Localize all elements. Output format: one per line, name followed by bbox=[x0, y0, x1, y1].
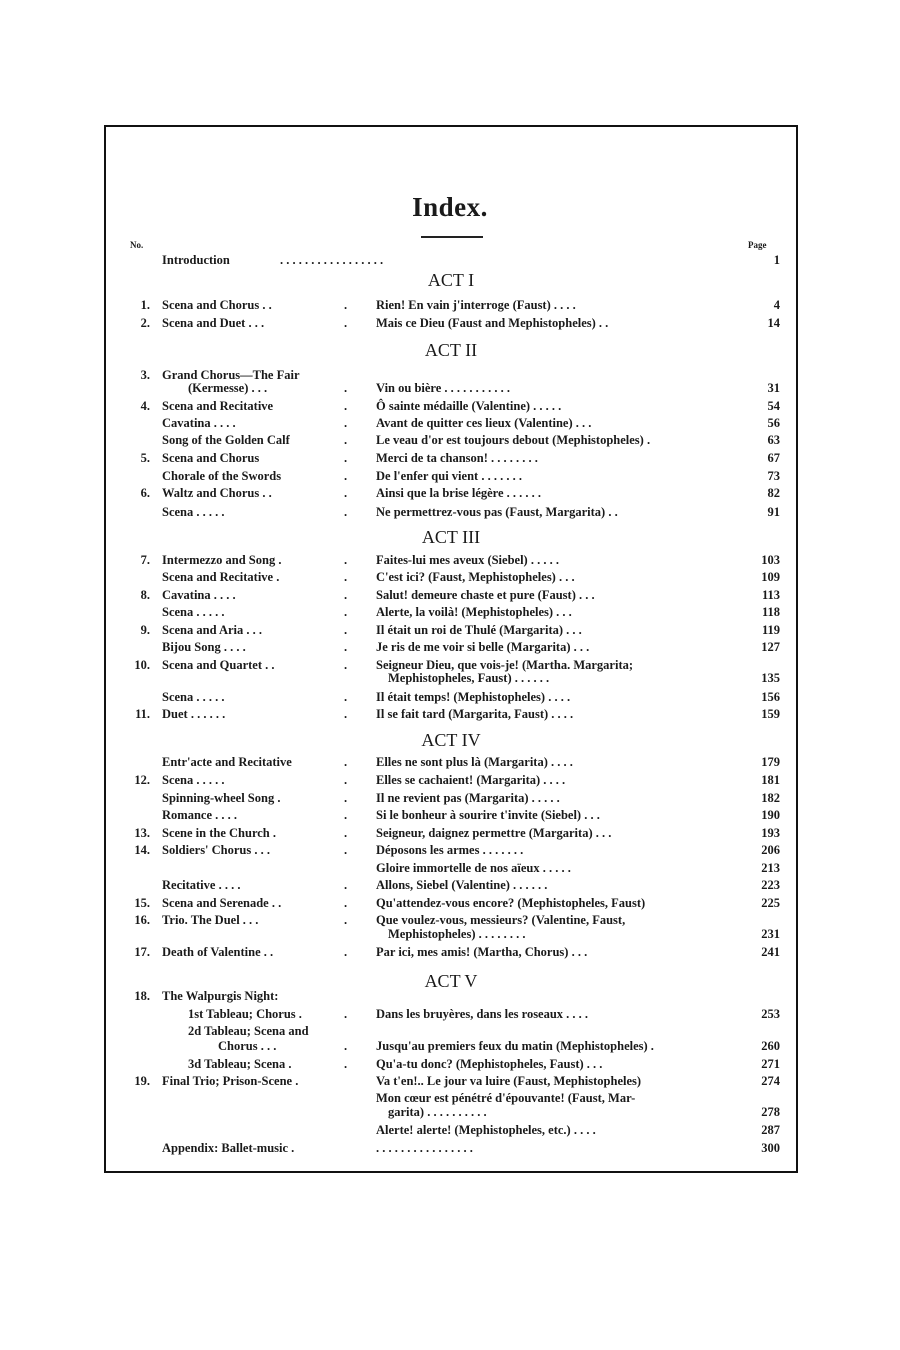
page-number: 274 bbox=[761, 1074, 780, 1088]
work-title: C'est ici? (Faust, Mephistopheles) . . . bbox=[376, 570, 575, 584]
page-number: 253 bbox=[761, 1007, 780, 1021]
scene-title: Grand Chorus—The Fair bbox=[162, 368, 300, 382]
act-heading: ACT III bbox=[421, 527, 481, 547]
work-title: Gloire immortelle de nos aïeux . . . . . bbox=[376, 861, 571, 875]
page-number: 225 bbox=[761, 896, 780, 910]
page-number: 156 bbox=[761, 690, 780, 704]
separator-dot: . bbox=[344, 808, 348, 822]
separator-dot: . bbox=[344, 945, 348, 959]
scene-title: Duet . . . . . . bbox=[162, 707, 226, 721]
work-title: Mais ce Dieu (Faust and Mephistopheles) . . bbox=[376, 316, 609, 330]
scene-title: Soldiers' Chorus . . . bbox=[162, 843, 271, 857]
page-number: 231 bbox=[761, 927, 780, 941]
page-number: 182 bbox=[761, 791, 780, 805]
page-number: 4 bbox=[773, 298, 780, 312]
separator-dot: . bbox=[344, 623, 348, 637]
scene-title: Scena . . . . . bbox=[162, 690, 225, 704]
work-title: Par ici, mes amis! (Martha, Chorus) . . . bbox=[376, 945, 588, 959]
scene-title: Scena and Chorus bbox=[162, 451, 260, 465]
scene-title: Scena . . . . . bbox=[162, 605, 225, 619]
act-heading: ACT II bbox=[424, 340, 478, 360]
work-title: Qu'a-tu donc? (Mephistopheles, Faust) . . . bbox=[376, 1057, 603, 1071]
page-number: 82 bbox=[767, 486, 780, 500]
number: 17. bbox=[134, 945, 150, 959]
work-title: Ne permettrez-vous pas (Faust, Margarita) . . bbox=[376, 505, 618, 519]
scene-title: Romance . . . . bbox=[162, 808, 237, 822]
scene-title: Scena and Chorus . . bbox=[162, 298, 272, 312]
number: 16. bbox=[134, 913, 150, 927]
scene-title: 3d Tableau; Scena . bbox=[188, 1057, 292, 1071]
page-number: 63 bbox=[767, 433, 780, 447]
page-number: 56 bbox=[767, 416, 780, 430]
separator-dot: . bbox=[344, 486, 348, 500]
work-title: Il ne revient pas (Margarita) . . . . . bbox=[376, 791, 560, 805]
column-header-page: Page bbox=[748, 240, 767, 250]
work-title: Déposons les armes . . . . . . . bbox=[376, 843, 524, 857]
separator-dot: . bbox=[344, 416, 348, 430]
number: 19. bbox=[134, 1074, 150, 1088]
number: 6. bbox=[140, 486, 150, 500]
page-number: 54 bbox=[767, 399, 780, 413]
scene-title: Bijou Song . . . . bbox=[162, 640, 246, 654]
work-title: Que voulez-vous, messieurs? (Valentine, Faust, bbox=[376, 913, 626, 927]
scene-title: Appendix: Ballet-music . bbox=[162, 1141, 295, 1155]
scene-title: Cavatina . . . . bbox=[162, 588, 236, 602]
page-number: 287 bbox=[761, 1123, 780, 1137]
work-title: Il se fait tard (Margarita, Faust) . . . . bbox=[376, 707, 574, 721]
page-number: 103 bbox=[761, 553, 780, 567]
page-number: 31 bbox=[767, 381, 780, 395]
scene-title: Scena and Duet . . . bbox=[162, 316, 265, 330]
page-number: 118 bbox=[761, 605, 780, 619]
page-number: 206 bbox=[761, 843, 780, 857]
scene-title: (Kermesse) . . . bbox=[188, 381, 268, 395]
act-heading: ACT I bbox=[427, 270, 475, 290]
scene-title: Final Trio; Prison-Scene . bbox=[162, 1074, 299, 1088]
separator-dot: . bbox=[344, 1007, 348, 1021]
scene-title: Introduction bbox=[162, 253, 230, 267]
page-number: 91 bbox=[767, 505, 780, 519]
page-number: 135 bbox=[761, 671, 780, 685]
separator-dot: . bbox=[344, 433, 348, 447]
number: 3. bbox=[140, 368, 150, 382]
separator-dot: . bbox=[344, 451, 348, 465]
separator-dot: . bbox=[344, 605, 348, 619]
number: 2. bbox=[140, 316, 150, 330]
number: 12. bbox=[134, 773, 150, 787]
separator-dot: . bbox=[344, 878, 348, 892]
title-rule bbox=[421, 236, 483, 238]
page-title: Index. bbox=[412, 192, 488, 222]
page-number: 73 bbox=[767, 469, 780, 483]
number: 18. bbox=[134, 989, 150, 1003]
separator-dot: . bbox=[344, 658, 348, 672]
separator-dot: . bbox=[344, 298, 348, 312]
page-number: 181 bbox=[761, 773, 780, 787]
scene-title: Spinning-wheel Song . bbox=[162, 791, 281, 805]
page-number: 127 bbox=[761, 640, 780, 654]
work-title-continued: Mephistopheles, Faust) . . . . . . bbox=[388, 671, 550, 685]
number: 7. bbox=[140, 553, 150, 567]
number: 13. bbox=[134, 826, 150, 840]
act-heading: ACT V bbox=[424, 971, 478, 991]
separator-dot: . bbox=[344, 913, 348, 927]
scene-title: The Walpurgis Night: bbox=[162, 989, 279, 1003]
separator-dot: . bbox=[344, 505, 348, 519]
separator-dot: . bbox=[344, 588, 348, 602]
separator-dot: . bbox=[344, 690, 348, 704]
scene-title: Waltz and Chorus . . bbox=[162, 486, 272, 500]
number: 8. bbox=[140, 588, 150, 602]
separator-dot: . bbox=[344, 399, 348, 413]
work-title: Qu'attendez-vous encore? (Mephistopheles, Faust) bbox=[376, 896, 646, 910]
scene-title: Song of the Golden Calf bbox=[162, 433, 290, 447]
work-title-continued: Mephistopheles) . . . . . . . . bbox=[388, 927, 526, 941]
scene-title: Cavatina . . . . bbox=[162, 416, 236, 430]
page-number: 241 bbox=[761, 945, 780, 959]
work-title: Le veau d'or est toujours debout (Mephistopheles) . bbox=[376, 433, 651, 447]
number: 15. bbox=[134, 896, 150, 910]
page-number: 14 bbox=[767, 316, 780, 330]
work-title: Allons, Siebel (Valentine) . . . . . . bbox=[376, 878, 548, 892]
work-title: Vin ou bière . . . . . . . . . . . bbox=[376, 381, 511, 395]
separator-dot: . bbox=[344, 843, 348, 857]
separator-dot: . bbox=[344, 381, 348, 395]
number: 4. bbox=[140, 399, 150, 413]
work-title: Merci de ta chanson! . . . . . . . . bbox=[376, 451, 538, 465]
work-title: Seigneur, daignez permettre (Margarita) . . . bbox=[376, 826, 612, 840]
separator-dot: . bbox=[344, 469, 348, 483]
page-number: 119 bbox=[761, 623, 780, 637]
page-number: 260 bbox=[761, 1039, 780, 1053]
number: 10. bbox=[134, 658, 150, 672]
number: 9. bbox=[140, 623, 150, 637]
separator-dot: . bbox=[344, 773, 348, 787]
page-number: 179 bbox=[761, 755, 780, 769]
leader-dots: . . . . . . . . . . . . . . . . . bbox=[280, 253, 384, 267]
work-title-continued: garita) . . . . . . . . . . bbox=[388, 1105, 487, 1119]
page-number: 300 bbox=[761, 1141, 780, 1155]
scene-title: Scena . . . . . bbox=[162, 773, 225, 787]
page-number: 67 bbox=[767, 451, 780, 465]
work-title: Alerte! alerte! (Mephistopheles, etc.) . . . . bbox=[376, 1123, 596, 1137]
scene-title: Entr'acte and Recitative bbox=[162, 755, 292, 769]
separator-dot: . bbox=[344, 826, 348, 840]
separator-dot: . bbox=[344, 570, 348, 584]
number: 11. bbox=[135, 707, 150, 721]
scene-title: Scena and Aria . . . bbox=[162, 623, 263, 637]
act-heading: ACT IV bbox=[421, 730, 481, 750]
work-title: Faites-lui mes aveux (Siebel) . . . . . bbox=[376, 553, 559, 567]
separator-dot: . bbox=[344, 707, 348, 721]
separator-dot: . bbox=[344, 553, 348, 567]
work-title: Je ris de me voir si belle (Margarita) . . . bbox=[376, 640, 590, 654]
separator-dot: . bbox=[344, 1039, 348, 1053]
page-number: 278 bbox=[761, 1105, 780, 1119]
work-title: Jusqu'au premiers feux du matin (Mephistopheles) . bbox=[376, 1039, 654, 1053]
scene-title: Intermezzo and Song . bbox=[162, 553, 282, 567]
page-number: 213 bbox=[761, 861, 780, 875]
work-title: Si le bonheur à sourire t'invite (Siebel) . . . bbox=[376, 808, 600, 822]
scene-title: 1st Tableau; Chorus . bbox=[188, 1007, 302, 1021]
scene-title: Chorus . . . bbox=[218, 1039, 277, 1053]
work-title: Rien! En vain j'interroge (Faust) . . . . bbox=[376, 298, 576, 312]
work-title: Salut! demeure chaste et pure (Faust) . . . bbox=[376, 588, 595, 602]
separator-dot: . bbox=[344, 316, 348, 330]
work-title: Elles ne sont plus là (Margarita) . . . . bbox=[376, 755, 573, 769]
scene-title: Scena . . . . . bbox=[162, 505, 225, 519]
separator-dot: . bbox=[344, 1057, 348, 1071]
scene-title: Scena and Serenade . . bbox=[162, 896, 282, 910]
work-title: Ainsi que la brise légère . . . . . . bbox=[376, 486, 542, 500]
work-title: Dans les bruyères, dans les roseaux . . . . bbox=[376, 1007, 589, 1021]
scene-title: Scena and Quartet . . bbox=[162, 658, 275, 672]
page-number: 223 bbox=[761, 878, 780, 892]
number: 5. bbox=[140, 451, 150, 465]
work-title: Ô sainte médaille (Valentine) . . . . . bbox=[376, 399, 562, 413]
column-header-no: No. bbox=[130, 240, 144, 250]
number: 1. bbox=[140, 298, 150, 312]
number: 14. bbox=[134, 843, 150, 857]
scene-title: Scena and Recitative . bbox=[162, 570, 280, 584]
scene-title: Scena and Recitative bbox=[162, 399, 274, 413]
work-title: De l'enfer qui vient . . . . . . . bbox=[376, 469, 522, 483]
scene-title: Scene in the Church . bbox=[162, 826, 277, 840]
work-title: Avant de quitter ces lieux (Valentine) . . . bbox=[376, 416, 592, 430]
separator-dot: . bbox=[344, 896, 348, 910]
scene-title: 2d Tableau; Scena and bbox=[188, 1024, 309, 1038]
separator-dot: . bbox=[344, 640, 348, 654]
separator-dot: . bbox=[344, 791, 348, 805]
page-number: 193 bbox=[761, 826, 780, 840]
work-title: Elles se cachaient! (Margarita) . . . . bbox=[376, 773, 566, 787]
work-title: Va t'en!.. Le jour va luire (Faust, Mephistopheles) bbox=[376, 1074, 642, 1088]
scene-title: Death of Valentine . . bbox=[162, 945, 274, 959]
page-number: 190 bbox=[761, 808, 780, 822]
separator-dot: . bbox=[344, 755, 348, 769]
work-title: Seigneur Dieu, que vois-je! (Martha. Margarita; bbox=[376, 658, 634, 672]
page-number: 113 bbox=[761, 588, 780, 602]
work-title: Alerte, la voilà! (Mephistopheles) . . . bbox=[376, 605, 572, 619]
page-number: 109 bbox=[761, 570, 780, 584]
work-title: Il était temps! (Mephistopheles) . . . . bbox=[376, 690, 571, 704]
page-number: 1 bbox=[773, 253, 780, 267]
page-number: 159 bbox=[761, 707, 780, 721]
scene-title: Trio. The Duel . . . bbox=[162, 913, 259, 927]
page-number: 271 bbox=[761, 1057, 780, 1071]
scene-title: Chorale of the Swords bbox=[162, 469, 282, 483]
work-title: Il était un roi de Thulé (Margarita) . . . bbox=[376, 623, 582, 637]
leader-dots: . . . . . . . . . . . . . . . . bbox=[376, 1141, 473, 1155]
work-title: Mon cœur est pénétré d'épouvante! (Faust, Mar- bbox=[376, 1091, 636, 1105]
scene-title: Recitative . . . . bbox=[162, 878, 241, 892]
